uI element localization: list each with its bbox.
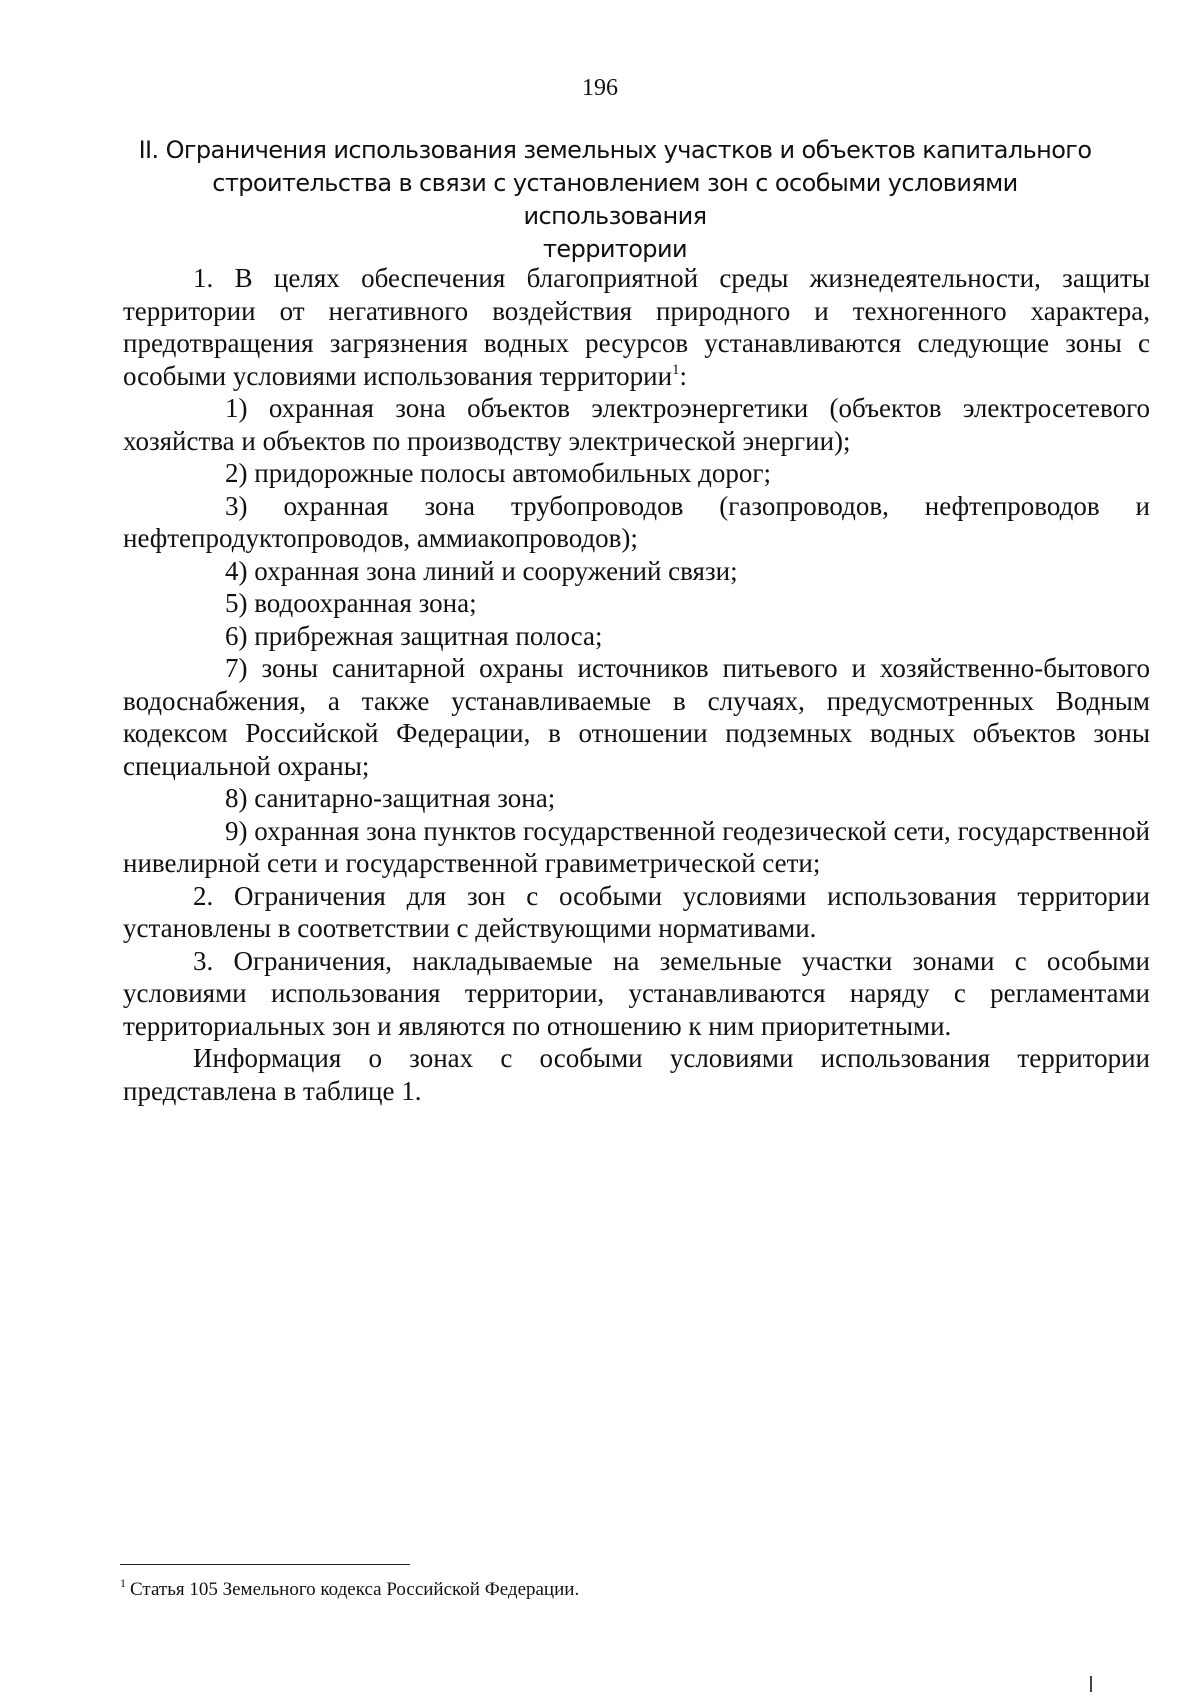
zone-list-item: 9) охранная зона пунктов государственной геодезической сети, государственной нивелирной сети и государственной гравиметрической сети; <box>123 815 1150 878</box>
zone-list-item: 8) санитарно-защитная зона; <box>225 783 556 813</box>
body-paragraph: 3. Ограничения, накладываемые на земельные участки зонами с особыми условиями использования территории, устанавливаются наряду с регламентами территориальных зон и являются по отношению к ним приоритетными. <box>123 945 1150 1041</box>
page-number: 196 <box>582 75 618 101</box>
heading-line: II. Ограничения использования земельных участков и объектов капитального <box>138 136 1092 164</box>
scan-artifact <box>1090 1676 1092 1692</box>
body-paragraph: Информация о зонах с особыми условиями использования территории представлена в таблице 1. <box>123 1043 1150 1106</box>
section-heading <box>120 134 1110 266</box>
zone-list-item: 7) зоны санитарной охраны источников питьевого и хозяйственно-бытового водоснабжения, а также устанавливаемые в случаях, предусмотренных Водным кодексом Российской Федерации, в отношении подземных водных объектов зоны специальной охраны; <box>123 653 1150 781</box>
intro-text: 1. В целях обеспечения благоприятной среды жизнедеятельности, защиты территории от негативного воздействия природного и техногенного характера, предотвращения загрязнения водных ресурсов устанавливаются следующие зоны с особыми условиями использования территории <box>123 263 1150 391</box>
heading-line: территории <box>543 235 687 263</box>
intro-tail: : <box>679 360 688 391</box>
footnote-divider <box>120 1564 410 1565</box>
footnote-marker: 1 <box>120 1576 126 1590</box>
footnote-text: Статья 105 Земельного кодекса Российской Федерации. <box>130 1579 580 1600</box>
zone-list-item: 4) охранная зона линий и сооружений связи; <box>225 555 738 586</box>
zone-list-item: 1) охранная зона объектов электроэнергетики (объектов электросетевого хозяйства и объектов по производству электрической энергии); <box>123 393 1150 456</box>
heading-line: строительства в связи с установлением зон с особыми условиями использования <box>212 169 1018 230</box>
zone-list-item: 5) водоохранная зона; <box>225 588 477 618</box>
intro-paragraph <box>123 262 1150 392</box>
footnote-reference: 1 <box>672 361 680 378</box>
body-paragraph: 2. Ограничения для зон с особыми условиями использования территории установлены в соответствии с действующими нормативами. <box>123 880 1150 943</box>
footnote <box>120 1578 1020 1602</box>
zone-list-item: 3) охранная зона трубопроводов (газопроводов, нефтепроводов и нефтепродуктопроводов, аммиакопроводов); <box>123 490 1150 553</box>
zone-list-item: 6) прибрежная защитная полоса; <box>225 620 603 651</box>
document-body <box>123 262 1150 1107</box>
zone-list-item: 2) придорожные полосы автомобильных дорог; <box>225 458 771 488</box>
